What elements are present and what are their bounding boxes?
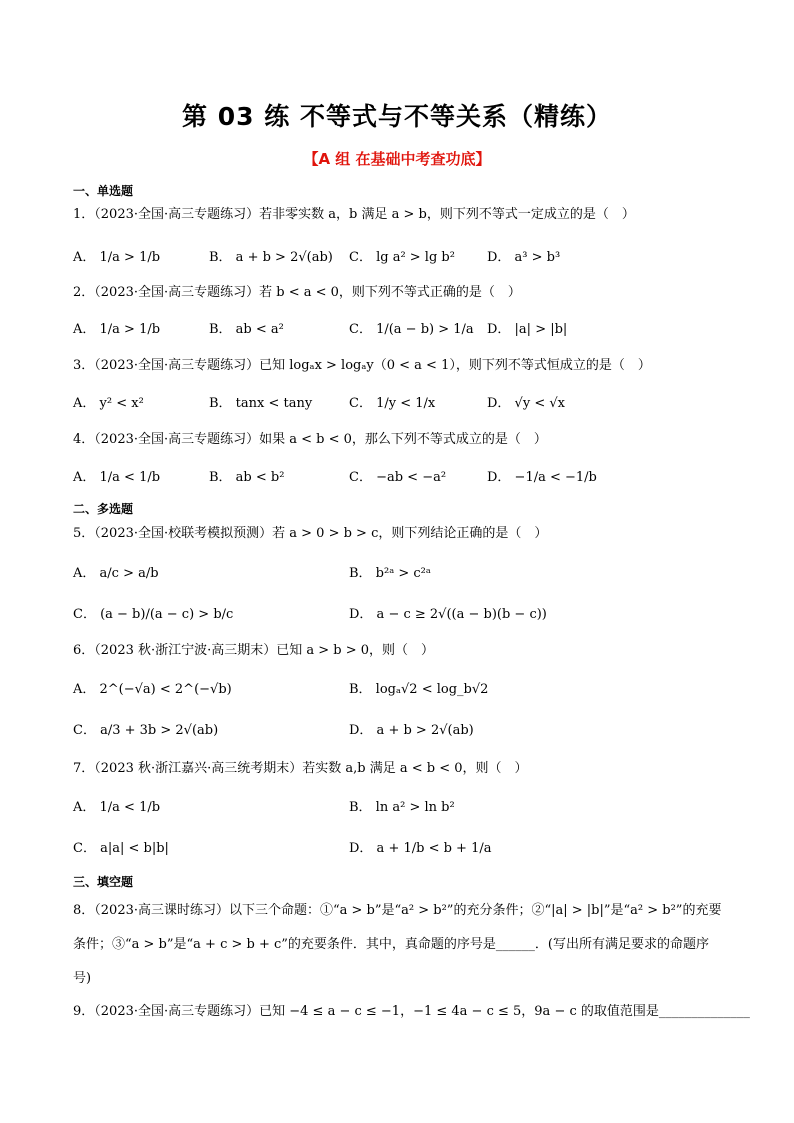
question-4-option-c: C． −ab < −a² xyxy=(349,470,447,485)
question-5-option-b: B． b²ᵃ > c²ᵃ xyxy=(349,566,431,581)
question-5-option-a: A． a/c > a/b xyxy=(73,566,159,581)
question-2-option-c: C． 1/(a − b) > 1/a xyxy=(349,322,474,337)
question-2-stem: 2．（2023·全国·高三专题练习）若 b < a < 0，则下列不等式正确的是（ ） xyxy=(73,285,521,300)
section-heading-single-choice: 一、单选题 xyxy=(73,184,134,198)
group-subtitle: 【A 组 在基础中考查功底】 xyxy=(303,150,491,168)
question-8-stem: 8．（2023·高三课时练习）以下三个命题：①“a > b”是“a² > b²”的充分条件；②“|a| > |b|”是“a² > b²”的充要条件；③“a > b”是“a + c > b + c”的充要条件．其中，真命题的序号是______．(写出所有满足要求的命题序号) xyxy=(73,903,722,986)
question-1-option-d: D． a³ > b³ xyxy=(487,250,561,265)
question-6-option-c: C． a/3 + 3b > 2√(ab) xyxy=(73,723,219,738)
question-1-option-c: C． lg a² > lg b² xyxy=(349,250,455,265)
question-6-stem: 6．（2023 秋·浙江宁波·高三期末）已知 a > b > 0，则（ ） xyxy=(73,643,435,658)
question-4-option-a: A． 1/a < 1/b xyxy=(73,470,161,485)
question-3-option-c: C． 1/y < 1/x xyxy=(349,396,436,411)
section-heading-fill-blank: 三、填空题 xyxy=(73,875,134,889)
question-2-option-b: B． ab < a² xyxy=(209,322,284,337)
question-7-stem: 7．（2023 秋·浙江嘉兴·高三统考期末）若实数 a,b 满足 a < b < 0，则（ ） xyxy=(73,761,528,776)
question-6-option-a: A． 2^(−√a) < 2^(−√b) xyxy=(73,682,232,697)
question-5-option-d: D． a − c ≥ 2√((a − b)(b − c)) xyxy=(349,607,547,622)
question-1-option-a: A． 1/a > 1/b xyxy=(73,250,161,265)
question-2-option-a: A． 1/a > 1/b xyxy=(73,322,161,337)
question-7-option-b: B． ln a² > ln b² xyxy=(349,800,455,815)
question-2-option-d: D． |a| > |b| xyxy=(487,322,568,337)
page-title: 第 03 练 不等式与不等关系（精练） xyxy=(182,102,612,131)
question-5-stem: 5．（2023·全国·校联考模拟预测）若 a > 0 > b > c，则下列结论正确的是（ ） xyxy=(73,526,548,541)
question-4-stem: 4．（2023·全国·高三专题练习）如果 a < b < 0，那么下列不等式成立的是（ ） xyxy=(73,432,547,447)
question-3-stem: 3．（2023·全国·高三专题练习）已知 logₐx > logₐy（0 < a < 1），则下列不等式恒成立的是（ ） xyxy=(73,358,651,373)
question-7-option-a: A． 1/a < 1/b xyxy=(73,800,161,815)
question-9-stem: 9．（2023·全国·高三专题练习）已知 −4 ≤ a − c ≤ −1，−1 ≤ 4a − c ≤ 5，9a − c 的取值范围是______________ xyxy=(73,1004,750,1019)
question-3-option-a: A． y² < x² xyxy=(73,396,144,411)
question-1-option-b: B． a + b > 2√(ab) xyxy=(209,250,333,265)
question-6-option-b: B． logₐ√2 < log_b√2 xyxy=(349,682,489,697)
question-4-option-d: D． −1/a < −1/b xyxy=(487,470,597,485)
section-heading-multi-choice: 二、多选题 xyxy=(73,502,134,516)
question-7-option-c: C． a|a| < b|b| xyxy=(73,841,169,856)
question-7-option-d: D． a + 1/b < b + 1/a xyxy=(349,841,492,856)
question-3-option-b: B． tanx < tany xyxy=(209,396,313,411)
question-1-stem: 1．（2023·全国·高三专题练习）若非零实数 a，b 满足 a > b，则下列不等式一定成立的是（ ） xyxy=(73,207,635,222)
question-4-option-b: B． ab < b² xyxy=(209,470,285,485)
question-5-option-c: C． (a − b)/(a − c) > b/c xyxy=(73,607,234,622)
question-3-option-d: D． √y < √x xyxy=(487,396,565,411)
question-6-option-d: D． a + b > 2√(ab) xyxy=(349,723,474,738)
